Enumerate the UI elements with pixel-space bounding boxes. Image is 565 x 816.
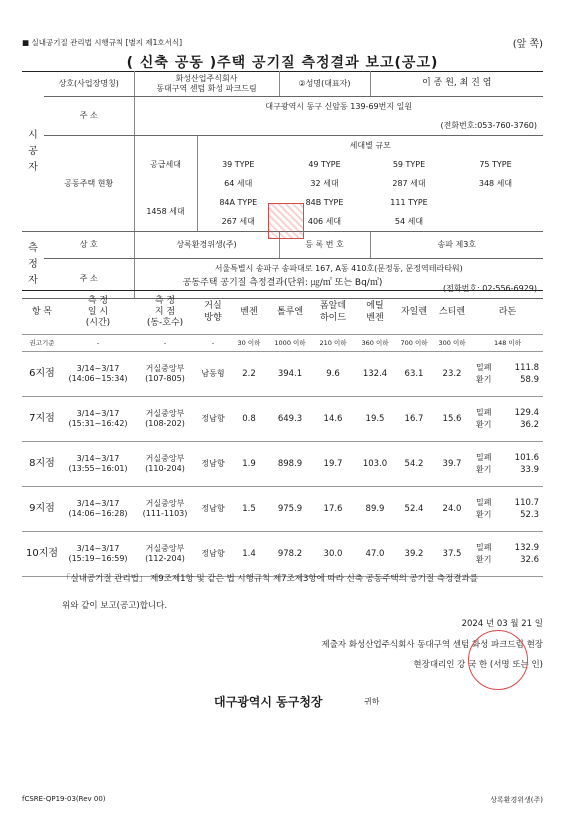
measurer-name-label: 상 호 xyxy=(44,232,134,259)
header-direction: 거실 방향 xyxy=(196,291,230,335)
measurement-time: (14:06~16:28) xyxy=(68,509,128,518)
measurement-datetime xyxy=(62,487,134,532)
toluene-value: 394.1 xyxy=(268,352,312,397)
benzene-value: 1.9 xyxy=(230,442,268,487)
living-room-direction: 남동형 xyxy=(196,352,230,397)
type-75: 75 TYPE xyxy=(479,159,512,169)
ethylbenzene-value: 89.9 xyxy=(354,487,396,532)
xylene-value: 52.4 xyxy=(396,487,432,532)
radon-ventilated-label: 환기 xyxy=(476,420,492,429)
units-59: 287 세대 xyxy=(392,178,426,188)
measurement-time: (15:31~16:42) xyxy=(68,419,128,428)
measurement-point: 7지점 xyxy=(22,397,62,442)
supply-label: 공급세대 xyxy=(134,136,197,194)
xylene-value: 54.2 xyxy=(396,442,432,487)
results-caption: 공동주택 공기질 측정결과(단위: ㎍/㎥ 또는 Bq/㎥) xyxy=(182,278,383,288)
measurement-location xyxy=(134,397,196,442)
units-49: 32 세대 xyxy=(310,178,339,188)
formaldehyde-value: 30.0 xyxy=(312,532,354,577)
standard-styrene: 300 이하 xyxy=(432,335,472,352)
representative-value: 이 종 원, 최 진 엽 xyxy=(370,72,543,97)
radon-ventilated-value: 32.6 xyxy=(520,555,539,565)
result-row xyxy=(22,352,543,397)
header-location: 측 정 지 점 (동-호수) xyxy=(134,291,196,335)
formaldehyde-value: 19.7 xyxy=(312,442,354,487)
statement-line-2: 위와 같이 보고(공고)합니다. xyxy=(62,601,168,611)
radon-closed-label: 밀폐 xyxy=(476,542,492,552)
living-room-direction: 정남향 xyxy=(196,397,230,442)
ethylbenzene-value: 132.4 xyxy=(354,352,396,397)
result-row xyxy=(22,532,543,577)
units-75: 348 세대 xyxy=(478,178,513,188)
result-row xyxy=(22,442,543,487)
result-row xyxy=(22,487,543,532)
measurement-date: 3/14~3/17 xyxy=(76,409,120,418)
location-name: 거실중앙부 xyxy=(145,454,185,463)
header-ethylbenzene: 에틸 벤젠 xyxy=(354,291,396,335)
radon-values xyxy=(472,442,543,487)
company-seal-stamp xyxy=(268,203,304,239)
radon-closed-label: 밀폐 xyxy=(476,407,492,417)
applicant-name-value: 화성산업주식회사 동대구역 센텀 화성 파크드림 xyxy=(134,72,279,97)
registration-label: 등 록 번 호 xyxy=(279,232,370,259)
info-table xyxy=(22,71,543,299)
styrene-value: 37.5 xyxy=(432,532,472,577)
total-units: 1458 세대 xyxy=(134,193,197,232)
units-39: 64 세대 xyxy=(197,174,279,193)
measurement-point: 10지점 xyxy=(22,532,62,577)
location-name: 거실중앙부 xyxy=(145,409,185,418)
housing-status-label: 공동주택 현황 xyxy=(44,136,134,232)
recipient-name: 대구광역시 동구청장 xyxy=(214,695,323,709)
toluene-value: 649.3 xyxy=(268,397,312,442)
benzene-value: 1.4 xyxy=(230,532,268,577)
radon-closed-value: 129.4 xyxy=(514,407,539,418)
benzene-value: 1.5 xyxy=(230,487,268,532)
standard-toluene: 1000 이하 xyxy=(268,335,312,352)
header-formaldehyde: 폼알데 하이드 xyxy=(312,291,354,335)
type-111: 111 TYPE xyxy=(390,197,428,207)
location-unit: (111-1103) xyxy=(142,509,188,518)
radon-ventilated-label: 환기 xyxy=(476,375,492,384)
measurement-datetime xyxy=(62,532,134,577)
standard-benzene: 30 이하 xyxy=(230,335,268,352)
standard-radon: 148 이하 xyxy=(472,335,543,352)
type-39: 39 TYPE xyxy=(197,155,279,174)
standard-formaldehyde: 210 이하 xyxy=(312,335,354,352)
applicant-phone: (전화번호:053-760-3760) xyxy=(134,116,543,136)
living-room-direction: 정남향 xyxy=(196,487,230,532)
footer-company: 상록환경위생(주) xyxy=(490,796,543,804)
toluene-value: 975.9 xyxy=(268,487,312,532)
radon-closed-label: 밀폐 xyxy=(476,452,492,462)
radon-ventilated-label: 환기 xyxy=(476,555,492,564)
applicant-name-label: 상호(사업장명칭) xyxy=(44,72,134,97)
header-radon: 라돈 xyxy=(472,291,543,335)
measurer-phone: (전화번호: 02-556-6929) xyxy=(134,279,543,299)
living-room-direction: 정남향 xyxy=(196,442,230,487)
radon-values xyxy=(472,487,543,532)
measurement-location xyxy=(134,532,196,577)
recipient-suffix: 귀하 xyxy=(364,697,380,706)
xylene-value: 39.2 xyxy=(396,532,432,577)
representative-label: ②성명(대표자) xyxy=(279,72,370,97)
type-59: 59 TYPE xyxy=(392,159,426,169)
radon-closed-value: 111.8 xyxy=(514,362,539,373)
page-side-label: (앞 쪽) xyxy=(512,39,543,50)
radon-closed-label: 밀폐 xyxy=(476,362,492,372)
location-unit: (107-805) xyxy=(145,374,185,383)
measurement-location xyxy=(134,487,196,532)
living-room-direction: 정남향 xyxy=(196,532,230,577)
type-49: 49 TYPE xyxy=(308,159,341,169)
xylene-value: 63.1 xyxy=(396,352,432,397)
units-84b: 406 세대 xyxy=(279,212,370,232)
location-name: 거실중앙부 xyxy=(145,544,185,553)
document-title: ( 신축 공동 )주택 공기질 측정결과 보고(공고) xyxy=(126,55,439,71)
radon-values xyxy=(472,397,543,442)
measurement-point: 9지점 xyxy=(22,487,62,532)
radon-ventilated-label: 환기 xyxy=(476,465,492,474)
toluene-value: 978.2 xyxy=(268,532,312,577)
measurement-date: 3/14~3/17 xyxy=(76,454,120,463)
form-reference: ■ 실내공기질 관리법 시행규칙 [별지 제1호서식] xyxy=(22,38,183,47)
applicant-address-value: 대구광역시 동구 신암동 139-69번지 일원 xyxy=(134,97,543,117)
styrene-value: 15.6 xyxy=(432,397,472,442)
radon-closed-value: 101.6 xyxy=(514,452,539,463)
official-seal xyxy=(468,630,528,690)
radon-closed-label: 밀폐 xyxy=(476,497,492,507)
radon-ventilated-value: 33.9 xyxy=(520,465,539,475)
styrene-value: 23.2 xyxy=(432,352,472,397)
measurement-time: (13:55~16:01) xyxy=(68,464,128,473)
header-item: 항 목 xyxy=(22,291,62,335)
report-date: 2024 년 03 월 21 일 xyxy=(461,619,543,629)
agent-line: 현장대리인 강 국 한 (서명 또는 인) xyxy=(413,660,543,670)
footer-form-code: fCSRE-QP19-03(Rev 00) xyxy=(22,795,106,803)
measurement-date: 3/14~3/17 xyxy=(76,364,120,373)
header-datetime: 측 정 일 시 (시간) xyxy=(62,291,134,335)
measurement-point: 8지점 xyxy=(22,442,62,487)
measurer-section-label: 측 정 자 xyxy=(22,232,44,299)
ethylbenzene-value: 47.0 xyxy=(354,532,396,577)
registration-value: 송파 제3호 xyxy=(370,232,543,259)
location-unit: (112-204) xyxy=(145,554,185,563)
measurement-location xyxy=(134,442,196,487)
measurement-date: 3/14~3/17 xyxy=(76,544,120,553)
statement-line-1: 「실내공기질 관리법」 제9조제1항 및 같은 법 시행규칙 제7조제3항에 따라 신축 공동주택의 공기질 측정결과를 xyxy=(62,574,478,584)
standard-datetime: - xyxy=(62,335,134,352)
formaldehyde-value: 14.6 xyxy=(312,397,354,442)
applicant-address-label: 주 소 xyxy=(44,97,134,136)
radon-ventilated-value: 52.3 xyxy=(520,510,539,520)
measurement-datetime xyxy=(62,442,134,487)
standard-ethylbenzene: 360 이하 xyxy=(354,335,396,352)
measurement-point: 6지점 xyxy=(22,352,62,397)
radon-values xyxy=(472,532,543,577)
radon-closed-value: 110.7 xyxy=(514,497,539,508)
radon-ventilated-value: 58.9 xyxy=(520,375,539,385)
location-unit: (110-204) xyxy=(145,464,185,473)
styrene-value: 39.7 xyxy=(432,442,472,487)
header-xylene: 자일렌 xyxy=(396,291,432,335)
location-unit: (108-202) xyxy=(145,419,185,428)
measurement-date: 3/14~3/17 xyxy=(76,499,120,508)
standard-label: 권고기준 xyxy=(22,335,62,352)
result-row xyxy=(22,397,543,442)
formaldehyde-value: 17.6 xyxy=(312,487,354,532)
radon-ventilated-label: 환기 xyxy=(476,510,492,519)
location-name: 거실중앙부 xyxy=(145,499,185,508)
benzene-value: 0.8 xyxy=(230,397,268,442)
measurement-datetime xyxy=(62,397,134,442)
standard-direction: - xyxy=(196,335,230,352)
measurer-address-label: 주 소 xyxy=(44,259,134,299)
benzene-value: 2.2 xyxy=(230,352,268,397)
formaldehyde-value: 9.6 xyxy=(312,352,354,397)
scale-label: 세대별 규모 xyxy=(197,136,543,156)
measurement-time: (15:19~16:59) xyxy=(68,554,128,563)
submitter-line: 제출자 화성산업주식회사 동대구역 센텀 화성 파크드림 현장 xyxy=(321,640,543,650)
type-84a: 84A TYPE xyxy=(197,193,279,212)
measurer-address-value: 서울특별시 송파구 송파대로 167, A동 410호(문정동, 문정역테라타워) xyxy=(134,259,543,280)
header-styrene: 스티렌 xyxy=(432,291,472,335)
measurer-name-value: 상록환경위생(주) xyxy=(134,232,279,259)
measurement-datetime xyxy=(62,352,134,397)
xylene-value: 16.7 xyxy=(396,397,432,442)
toluene-value: 898.9 xyxy=(268,442,312,487)
measurement-location xyxy=(134,352,196,397)
radon-closed-value: 132.9 xyxy=(514,542,539,553)
radon-values xyxy=(472,352,543,397)
header-toluene: 톨루엔 xyxy=(268,291,312,335)
type-84b: 84B TYPE xyxy=(305,197,344,207)
location-name: 거실중앙부 xyxy=(145,364,185,373)
units-111: 54 세대 xyxy=(370,212,448,232)
standard-xylene: 700 이하 xyxy=(396,335,432,352)
ethylbenzene-value: 103.0 xyxy=(354,442,396,487)
standard-location: - xyxy=(134,335,196,352)
applicant-section-label: 시 공 자 xyxy=(22,72,44,232)
measurement-time: (14:06~15:34) xyxy=(68,374,128,383)
units-84a: 267 세대 xyxy=(197,212,279,232)
ethylbenzene-value: 19.5 xyxy=(354,397,396,442)
header-benzene: 벤젠 xyxy=(230,291,268,335)
radon-ventilated-value: 36.2 xyxy=(520,420,539,430)
results-table xyxy=(22,290,543,577)
styrene-value: 24.0 xyxy=(432,487,472,532)
